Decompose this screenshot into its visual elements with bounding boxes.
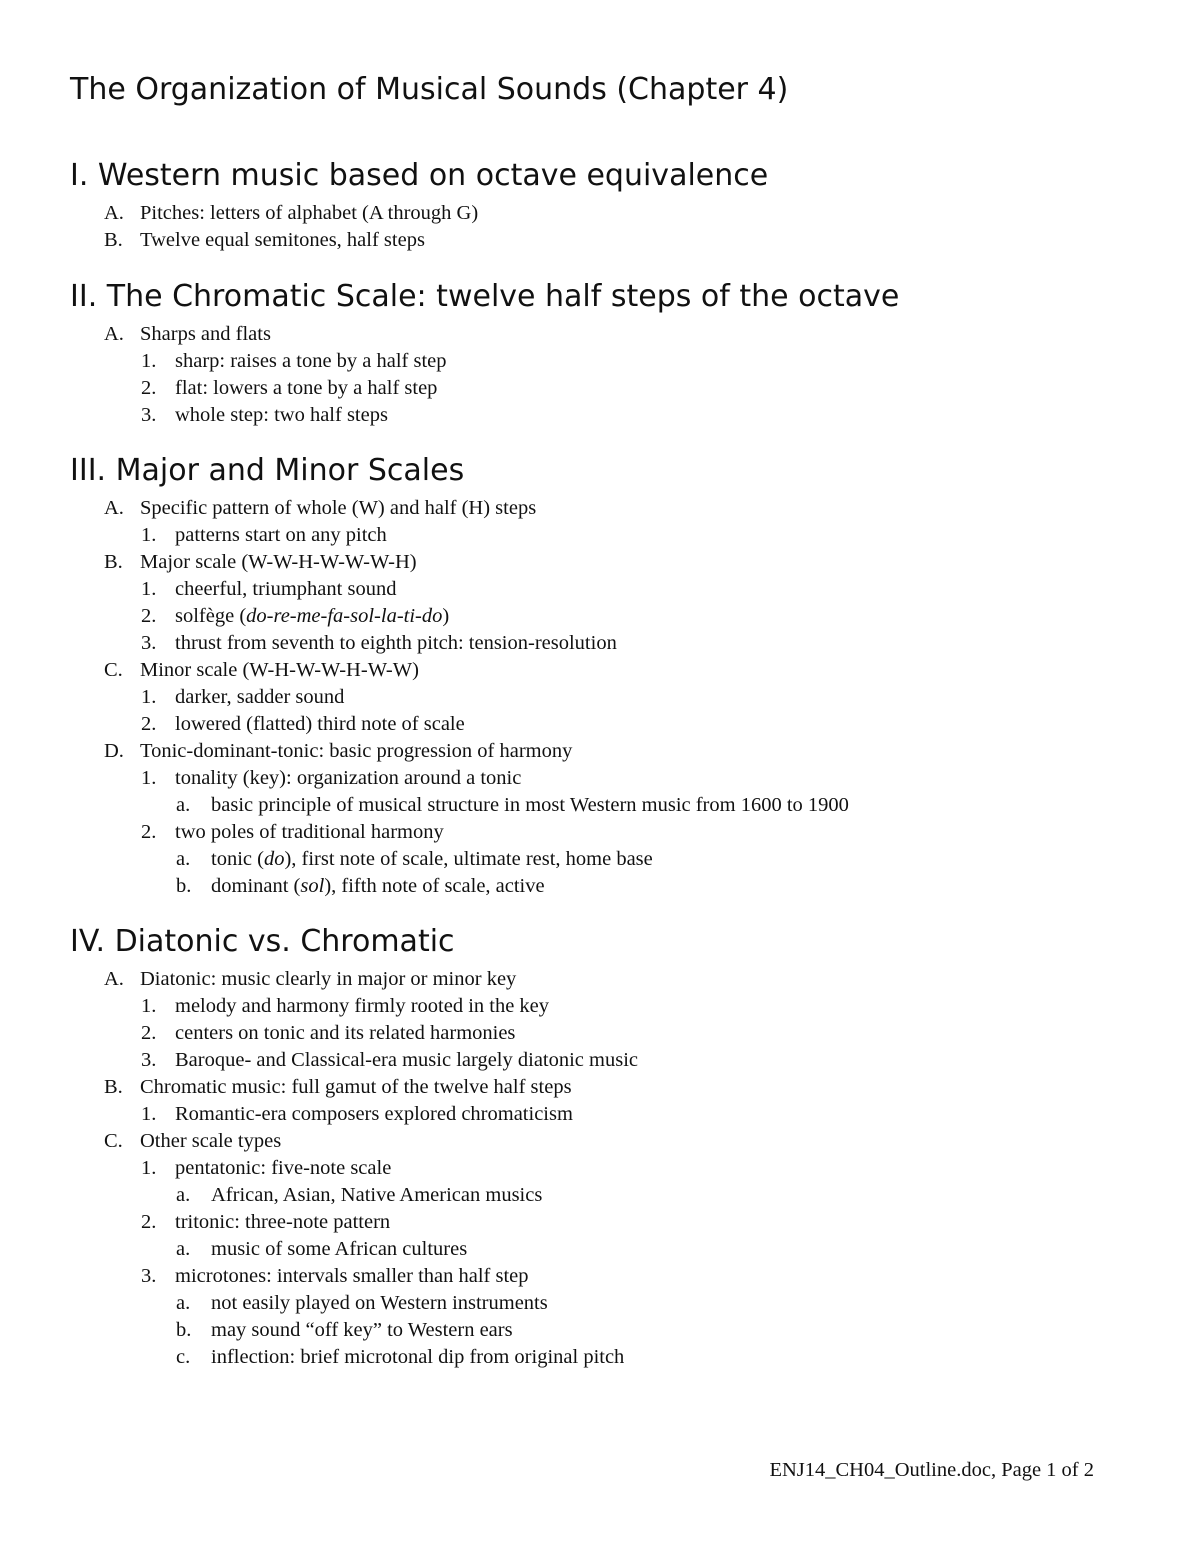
outline-marker: B. (104, 229, 123, 251)
outline-item (70, 576, 464, 603)
outline-marker: 1. (141, 767, 157, 789)
outline-list (70, 495, 849, 900)
outline-text: Sharps and flats (140, 323, 271, 345)
outline-item (70, 402, 899, 429)
outline-text: cheerful, triumphant sound (175, 578, 397, 600)
outline-marker: 3. (141, 1049, 157, 1071)
outline-item (70, 993, 550, 1020)
outline-item (70, 1047, 639, 1074)
section-4 (70, 922, 639, 1371)
outline-marker: b. (176, 1319, 192, 1341)
outline-marker: 2. (141, 821, 157, 843)
outline-item (70, 1155, 455, 1182)
outline-item (70, 549, 464, 576)
outline-text: inflection: brief microtonal dip from original pitch (211, 1346, 625, 1368)
outline-marker: 3. (141, 1265, 157, 1287)
outline-text: music of some African cultures (211, 1238, 468, 1260)
outline-item (70, 1317, 513, 1344)
outline-text: Baroque- and Classical-era music largely diatonic music (175, 1049, 639, 1071)
outline-text: whole step: two half steps (175, 404, 388, 426)
outline-text: pentatonic: five-note scale (175, 1157, 392, 1179)
outline-marker: 1. (141, 1103, 157, 1125)
section-heading: I. Western music based on octave equivalence (70, 158, 769, 193)
outline-list (70, 200, 768, 254)
outline-text: not easily played on Western instruments (211, 1292, 548, 1314)
outline-text: may sound “off key” to Western ears (211, 1319, 513, 1341)
outline-text: Diatonic: music clearly in major or minor key (140, 968, 517, 990)
outline-text: tonic (do), first note of scale, ultimate rest, home base (211, 848, 653, 870)
outline-marker: a. (176, 1184, 191, 1206)
outline-text: Minor scale (W-H-W-W-H-W-W) (140, 659, 419, 681)
outline-marker: a. (176, 848, 191, 870)
outline-text: Twelve equal semitones, half steps (140, 229, 425, 251)
outline-text: lowered (flatted) third note of scale (175, 713, 465, 735)
outline-item (70, 792, 849, 819)
outline-text: Pitches: letters of alphabet (A through G) (140, 202, 479, 224)
page-footer: ENJ14_CH04_Outline.doc, Page 1 of 2 (769, 1459, 1094, 1481)
outline-item (70, 603, 464, 630)
section-1 (70, 156, 768, 254)
section-2 (70, 277, 899, 429)
outline-item (70, 630, 617, 657)
outline-item (70, 1344, 625, 1371)
outline-marker: 2. (141, 1022, 157, 1044)
outline-item (70, 819, 464, 846)
outline-list (70, 321, 899, 429)
outline-marker: 1. (141, 524, 157, 546)
section-heading: IV. Diatonic vs. Chromatic (70, 924, 455, 959)
outline-item (70, 1101, 573, 1128)
outline-marker: A. (104, 968, 124, 990)
outline-item (70, 966, 517, 993)
outline-item (70, 200, 768, 227)
outline-item (70, 375, 899, 402)
outline-text: thrust from seventh to eighth pitch: tension-resolution (175, 632, 617, 654)
outline-item (70, 1182, 543, 1209)
outline-marker: a. (176, 1238, 191, 1260)
outline-marker: b. (176, 875, 192, 897)
section-heading: III. Major and Minor Scales (70, 453, 465, 488)
outline-item (70, 227, 768, 254)
outline-text: Major scale (W-W-H-W-W-W-H) (140, 551, 417, 573)
outline-item (70, 321, 899, 348)
outline-item (70, 348, 899, 375)
outline-marker: 1. (141, 995, 157, 1017)
outline-marker: 3. (141, 404, 157, 426)
outline-item (70, 846, 653, 873)
section-3 (70, 451, 849, 900)
outline-text: flat: lowers a tone by a half step (175, 377, 438, 399)
outline-text: centers on tonic and its related harmonies (175, 1022, 516, 1044)
outline-marker: A. (104, 497, 124, 519)
outline-marker: A. (104, 202, 124, 224)
outline-item (70, 1263, 529, 1290)
outline-text: Other scale types (140, 1130, 282, 1152)
outline-text: microtones: intervals smaller than half step (175, 1265, 529, 1287)
outline-marker: C. (104, 659, 123, 681)
outline-marker: a. (176, 1292, 191, 1314)
outline-marker: B. (104, 1076, 123, 1098)
outline-marker: C. (104, 1130, 123, 1152)
outline-list (70, 966, 639, 1371)
outline-item (70, 1074, 572, 1101)
outline-text: Romantic-era composers explored chromaticism (175, 1103, 573, 1125)
page-title: The Organization of Musical Sounds (Chapter 4) (70, 72, 789, 107)
outline-item (70, 1236, 468, 1263)
outline-marker: 2. (141, 605, 157, 627)
outline-marker: 2. (141, 377, 157, 399)
outline-marker: a. (176, 794, 191, 816)
outline-marker: D. (104, 740, 124, 762)
outline-text: darker, sadder sound (175, 686, 345, 708)
outline-marker: 1. (141, 350, 157, 372)
outline-item (70, 1128, 455, 1155)
outline-marker: 1. (141, 1157, 157, 1179)
outline-marker: c. (176, 1346, 191, 1368)
outline-item (70, 495, 537, 522)
outline-marker: 1. (141, 578, 157, 600)
outline-item (70, 1290, 548, 1317)
outline-marker: 1. (141, 686, 157, 708)
outline-text: tonality (key): organization around a tonic (175, 767, 522, 789)
outline-text: patterns start on any pitch (175, 524, 387, 546)
outline-text: sharp: raises a tone by a half step (175, 350, 447, 372)
outline-text: tritonic: three-note pattern (175, 1211, 391, 1233)
outline-item (70, 711, 464, 738)
outline-text: basic principle of musical structure in most Western music from 1600 to 1900 (211, 794, 849, 816)
outline-marker: B. (104, 551, 123, 573)
outline-item (70, 738, 573, 765)
outline-text: Tonic-dominant-tonic: basic progression of harmony (140, 740, 573, 762)
outline-item (70, 873, 545, 900)
outline-text: two poles of traditional harmony (175, 821, 444, 843)
outline-marker: A. (104, 323, 124, 345)
outline-text: Specific pattern of whole (W) and half (H) steps (140, 497, 537, 519)
outline-item (70, 684, 464, 711)
outline-marker: 3. (141, 632, 157, 654)
outline-text: African, Asian, Native American musics (211, 1184, 543, 1206)
outline-text: solfège (do-re-me-fa-sol-la-ti-do) (175, 605, 450, 627)
section-heading: II. The Chromatic Scale: twelve half steps of the octave (70, 279, 900, 314)
outline-text: Chromatic music: full gamut of the twelve half steps (140, 1076, 572, 1098)
outline-item (70, 1020, 516, 1047)
outline-text: melody and harmony firmly rooted in the key (175, 995, 550, 1017)
outline-item (70, 1209, 455, 1236)
outline-item (70, 765, 522, 792)
outline-text: dominant (sol), fifth note of scale, active (211, 875, 545, 897)
outline-marker: 2. (141, 1211, 157, 1233)
outline-marker: 2. (141, 713, 157, 735)
outline-item (70, 657, 464, 684)
outline-item (70, 522, 464, 549)
